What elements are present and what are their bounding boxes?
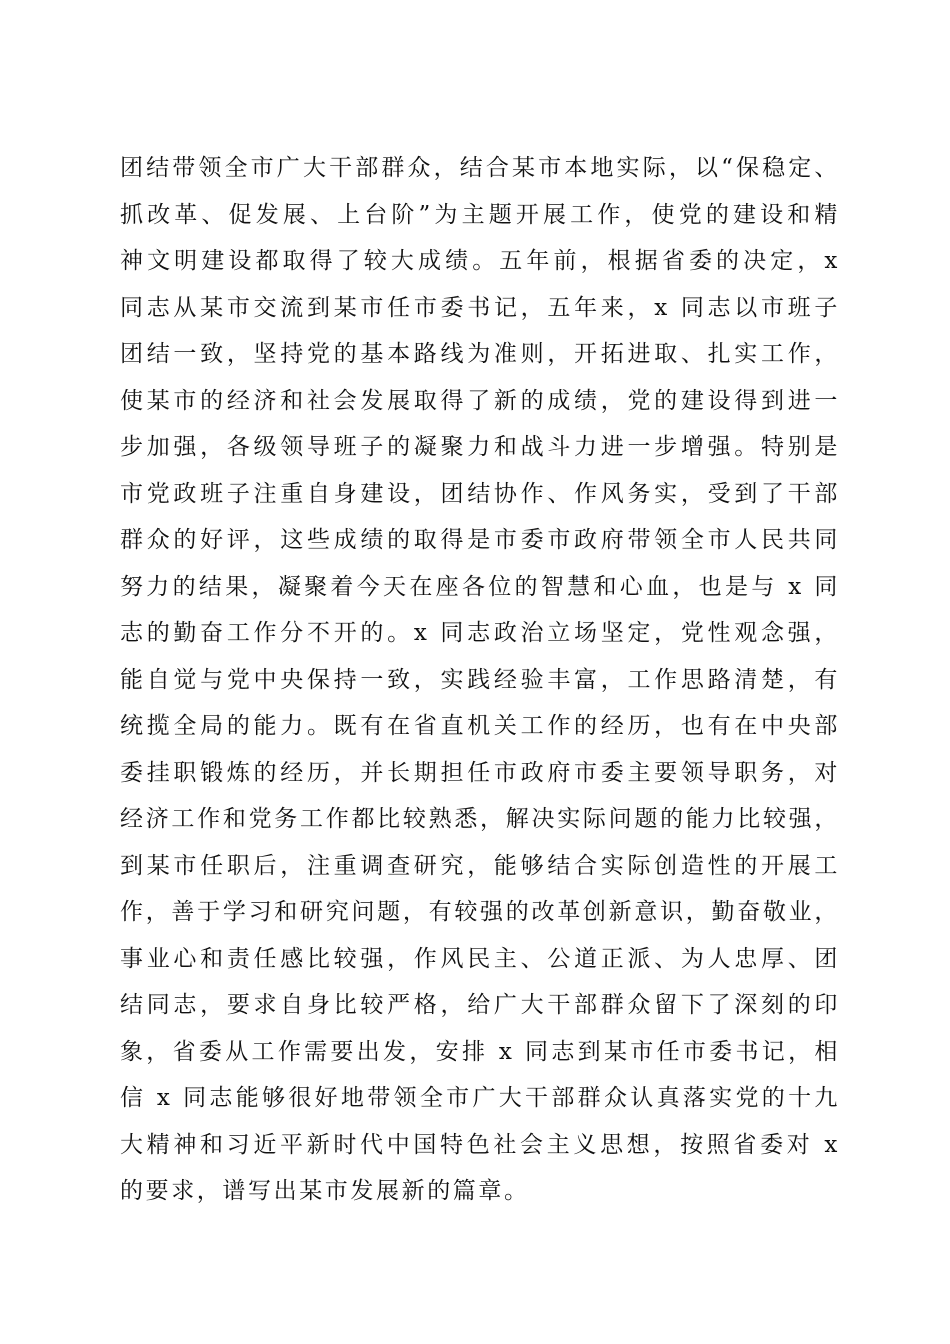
text-line: 神文明建设都取得了较大成绩。五年前，根据省委的决定，x	[120, 248, 840, 274]
text-line: 能自觉与党中央保持一致，实践经验丰富，工作思路清楚，有	[120, 666, 840, 693]
body-paragraph	[120, 145, 840, 1215]
text-line: 团结一致，坚持党的基本路线为准则，开拓进取、扎实工作，	[120, 341, 840, 367]
text-line: 事业心和责任感比较强，作风民主、公道正派、为人忠厚、团	[120, 945, 840, 972]
text-line: 象，省委从工作需要出发，安排 x 同志到某市任市委书记，相	[120, 1038, 840, 1065]
text-line: 结同志，要求自身比较严格，给广大干部群众留下了深刻的印	[120, 992, 840, 1018]
text-line: 使某市的经济和社会发展取得了新的成绩，党的建设得到进一	[120, 387, 840, 414]
text-line: 步加强，各级领导班子的凝聚力和战斗力进一步增强。特别是	[120, 434, 840, 460]
text-line: 大精神和习近平新时代中国特色社会主义思想，按照省委对 x	[120, 1131, 840, 1158]
text-line: 同志从某市交流到某市任市委书记，五年来，x 同志以市班子	[120, 294, 840, 321]
text-line: 统揽全局的能力。既有在省直机关工作的经历，也有在中央部	[120, 713, 840, 739]
text-line: 作，善于学习和研究问题，有较强的改革创新意识，勤奋敬业，	[120, 899, 840, 925]
text-line: 市党政班子注重自身建设，团结协作、作风务实，受到了干部	[120, 480, 840, 507]
text-line: 志的勤奋工作分不开的。x 同志政治立场坚定，党性观念强，	[120, 620, 840, 646]
text-line: 信 x 同志能够很好地带领全市广大干部群众认真落实党的十九	[120, 1085, 840, 1111]
text-line: 抓改革、促发展、上台阶”为主题开展工作，使党的建设和精	[120, 201, 840, 228]
text-line: 群众的好评，这些成绩的取得是市委市政府带领全市人民共同	[120, 527, 840, 553]
text-line: 团结带领全市广大干部群众，结合某市本地实际，以“保稳定、	[120, 155, 840, 181]
text-line: 委挂职锻炼的经历，并长期担任市政府市委主要领导职务，对	[120, 759, 840, 786]
text-line: 的要求，谱写出某市发展新的篇章。	[120, 1178, 530, 1204]
text-line: 到某市任职后，注重调查研究，能够结合实际创造性的开展工	[120, 852, 840, 879]
text-line: 经济工作和党务工作都比较熟悉，解决实际问题的能力比较强，	[120, 806, 840, 832]
text-line: 努力的结果，凝聚着今天在座各位的智慧和心血，也是与 x 同	[120, 573, 840, 600]
